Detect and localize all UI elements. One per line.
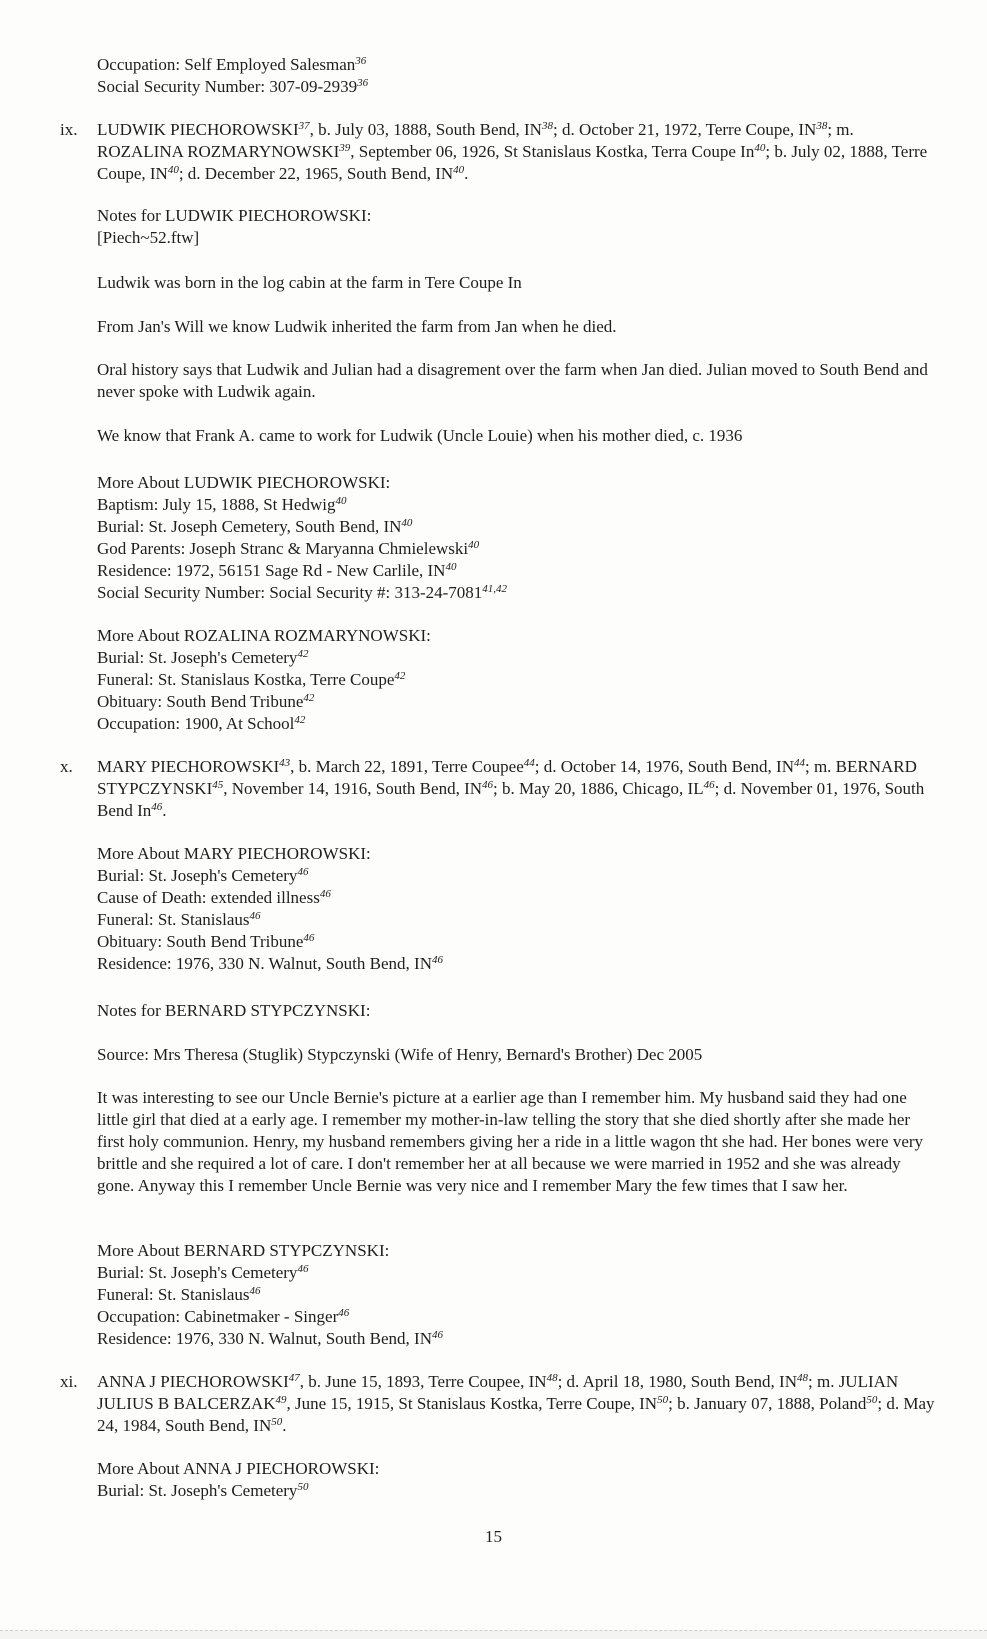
fact-line [97, 953, 937, 975]
note-paragraph: It was interesting to see our Uncle Bernie's picture at a earlier age than I remember him. My husband said they had one little girl that died at a early age. I remember my mother-in-law telling the story that she died shortly after she made her first holy communion. Henry, my husband remembers giving her a ride in a little wagon tht she had. Her bones were very brittle and she required a lot of care. I don't remember her at all because we were married in 1952 and she was already gone. Anyway this I remember Uncle Bernie was very nice and I remember Mary the few times that I saw her. [97, 1088, 924, 1195]
note-paragraph: Oral history says that Ludwik and Julian had a disagrement over the farm when Jan died. Julian moved to South Bend and never spoke with Ludwik again. [97, 360, 928, 401]
text-segment: ; d. October 14, 1976, South Bend, IN [534, 757, 794, 776]
entry-xi [60, 1371, 937, 1437]
footnote-ref: 40 [401, 517, 413, 529]
text-segment: Burial: St. Joseph's Cemetery [97, 1263, 298, 1282]
fact-line [97, 713, 937, 735]
footnote-ref: 36 [357, 77, 369, 89]
notes-heading: Notes for LUDWIK PIECHOROWSKI: [97, 206, 372, 225]
footnote-ref: 46 [482, 779, 494, 791]
more-about-mary [97, 843, 937, 975]
previous-person-details [97, 54, 937, 98]
text-segment: God Parents: Joseph Stranc & Maryanna Chmielewski [97, 539, 469, 558]
footnote-ref: 47 [288, 1372, 300, 1384]
text-segment: Residence: 1972, 56151 Sage Rd - New Carlile, IN [97, 561, 446, 580]
footnote-ref: 48 [546, 1372, 558, 1384]
text-segment: Funeral: St. Stanislaus [97, 910, 250, 929]
fact-line [97, 931, 937, 953]
occupation-line [97, 54, 937, 76]
text-segment: Funeral: St. Stanislaus Kostka, Terre Coupe [97, 670, 395, 689]
fact-line [97, 1480, 937, 1502]
text-segment: Social Security Number: 307-09-2939 [97, 77, 358, 96]
text-segment: ; d. May 24, 1984, South Bend, IN [97, 1394, 935, 1435]
footnote-ref: 37 [298, 120, 310, 132]
text-segment: Residence: 1976, 330 N. Walnut, South Bend, IN [97, 1329, 432, 1348]
footnote-ref: 46 [249, 1285, 261, 1297]
fact-line [97, 647, 937, 669]
text-segment: ANNA J PIECHOROWSKI [97, 1372, 289, 1391]
file-reference: [Piech~52.ftw] [97, 228, 200, 247]
text-segment: Social Security Number: Social Security #: 313-24-7081 [97, 583, 483, 602]
text-segment: . [162, 801, 167, 820]
footnote-ref: 40 [445, 561, 457, 573]
text-segment: , b. July 03, 1888, South Bend, IN [309, 120, 542, 139]
text-segment: Cause of Death: extended illness [97, 888, 320, 907]
notes-ludwik [97, 205, 937, 249]
footnote-ref: 46 [249, 910, 261, 922]
text-segment: Burial: St. Joseph Cemetery, South Bend, IN [97, 517, 402, 536]
note-paragraph: Ludwik was born in the log cabin at the farm in Tere Coupe In [97, 273, 522, 292]
footnote-ref: 46 [338, 1307, 350, 1319]
footnote-ref: 44 [793, 757, 805, 769]
text-segment: ; d. December 22, 1965, South Bend, IN [178, 164, 454, 183]
footnote-ref: 42 [297, 648, 309, 660]
text-segment: Occupation: Self Employed Salesman [97, 55, 356, 74]
entry-text [97, 756, 937, 822]
entry-x [60, 756, 937, 822]
more-about-ludwik [97, 472, 937, 604]
section-heading: More About ROZALINA ROZMARYNOWSKI: [97, 626, 431, 645]
footnote-ref: 38 [816, 120, 828, 132]
footnote-ref: 46 [151, 801, 163, 813]
fact-line [97, 1262, 937, 1284]
text-segment: Baptism: July 15, 1888, St Hedwig [97, 495, 336, 514]
section-heading: More About BERNARD STYPCZYNSKI: [97, 1241, 390, 1260]
text-segment: , November 14, 1916, South Bend, IN [223, 779, 483, 798]
page-edge [0, 1630, 987, 1639]
footnote-ref: 40 [335, 495, 347, 507]
fact-line [97, 669, 937, 691]
footnote-ref: 46 [297, 866, 309, 878]
text-segment: ; b. January 07, 1888, Poland [668, 1394, 867, 1413]
entry-text [97, 1371, 937, 1437]
notes-heading: Notes for BERNARD STYPCZYNSKI: [97, 1001, 371, 1020]
footnote-ref: 46 [297, 1263, 309, 1275]
footnote-ref: 40 [754, 142, 766, 154]
ssn-line [97, 76, 937, 98]
text-segment: ; b. July 02, 1888, Terre Coupe, IN [97, 142, 928, 183]
footnote-ref: 46 [431, 954, 443, 966]
footnote-ref: 50 [297, 1481, 309, 1493]
footnote-ref: 43 [279, 757, 291, 769]
entry-number: xi. [60, 1372, 78, 1391]
fact-line [97, 1284, 937, 1306]
text-segment: , b. March 22, 1891, Terre Coupee [290, 757, 524, 776]
note-paragraph: We know that Frank A. came to work for Ludwik (Uncle Louie) when his mother died, c. 1936 [97, 426, 743, 445]
fact-line [97, 887, 937, 909]
text-segment: ; b. May 20, 1886, Chicago, IL [493, 779, 704, 798]
footnote-ref: 49 [275, 1394, 287, 1406]
footnote-ref: 46 [319, 888, 331, 900]
text-segment: ; d. October 21, 1972, Terre Coupe, IN [552, 120, 817, 139]
text-segment: Residence: 1976, 330 N. Walnut, South Bend, IN [97, 954, 432, 973]
page-number: 15 [485, 1527, 502, 1546]
entry-number: x. [60, 757, 73, 776]
text-segment: Obituary: South Bend Tribune [97, 932, 304, 951]
text-segment: Occupation: Cabinetmaker - Singer [97, 1307, 339, 1326]
section-heading: More About LUDWIK PIECHOROWSKI: [97, 473, 391, 492]
footnote-ref: 39 [339, 142, 351, 154]
footnote-ref: 38 [541, 120, 553, 132]
entry-text [97, 119, 937, 185]
text-segment: Burial: St. Joseph's Cemetery [97, 1481, 298, 1500]
footnote-ref: 44 [523, 757, 535, 769]
fact-line [97, 582, 937, 604]
text-segment: LUDWIK PIECHOROWSKI [97, 120, 299, 139]
text-segment: . [464, 164, 469, 183]
text-segment: Occupation: 1900, At School [97, 714, 295, 733]
fact-line [97, 560, 937, 582]
text-segment: ; m. ROZALINA ROZMARYNOWSKI [97, 120, 854, 161]
fact-line [97, 865, 937, 887]
fact-line [97, 1306, 937, 1328]
footnote-ref: 42 [303, 692, 315, 704]
fact-line [97, 691, 937, 713]
section-heading: More About ANNA J PIECHOROWSKI: [97, 1459, 380, 1478]
text-segment: ; d. November 01, 1976, South Bend In [97, 779, 925, 820]
text-segment: Funeral: St. Stanislaus [97, 1285, 250, 1304]
footnote-ref: 40 [468, 539, 480, 551]
text-segment: Burial: St. Joseph's Cemetery [97, 648, 298, 667]
footnote-ref: 36 [355, 55, 367, 67]
fact-line [97, 1328, 937, 1350]
footnote-ref: 50 [271, 1416, 283, 1428]
footnote-ref: 50 [866, 1394, 878, 1406]
text-segment: MARY PIECHOROWSKI [97, 757, 280, 776]
text-segment: ; m. JULIAN JULIUS B BALCERZAK [97, 1372, 899, 1413]
footnote-ref: 48 [797, 1372, 808, 1384]
source-line: Source: Mrs Theresa (Stuglik) Stypczynski (Wife of Henry, Bernard's Brother) Dec 2005 [97, 1045, 703, 1064]
footnote-ref: 46 [303, 932, 315, 944]
text-segment: Burial: St. Joseph's Cemetery [97, 866, 298, 885]
text-segment: ; d. April 18, 1980, South Bend, IN [557, 1372, 797, 1391]
more-about-rozalina [97, 625, 937, 735]
fact-line [97, 538, 937, 560]
text-segment: ; m. BERNARD STYPCZYNSKI [97, 757, 917, 798]
footnote-ref: 46 [431, 1329, 443, 1341]
text-segment: . [282, 1416, 287, 1435]
footnote-ref: 50 [657, 1394, 669, 1406]
text-segment: , June 15, 1915, St Stanislaus Kostka, Terre Coupe, IN [286, 1394, 658, 1413]
footnote-ref: 45 [212, 779, 224, 791]
fact-line [97, 494, 937, 516]
footnote-ref: 42 [394, 670, 406, 682]
footnote-ref: 41,42 [482, 583, 508, 595]
note-paragraph: From Jan's Will we know Ludwik inherited the farm from Jan when he died. [97, 317, 617, 336]
fact-line [97, 909, 937, 931]
text-segment: , September 06, 1926, St Stanislaus Kostka, Terra Coupe In [350, 142, 755, 161]
footnote-ref: 42 [294, 714, 306, 726]
entry-number: ix. [60, 120, 78, 139]
entry-ix [60, 119, 937, 185]
fact-line [97, 516, 937, 538]
text-segment: , b. June 15, 1893, Terre Coupee, IN [299, 1372, 547, 1391]
more-about-bernard [97, 1240, 937, 1350]
footnote-ref: 46 [703, 779, 715, 791]
footnote-ref: 40 [167, 164, 179, 176]
section-heading: More About MARY PIECHOROWSKI: [97, 844, 371, 863]
more-about-anna [97, 1458, 937, 1502]
text-segment: Obituary: South Bend Tribune [97, 692, 304, 711]
footnote-ref: 40 [453, 164, 465, 176]
